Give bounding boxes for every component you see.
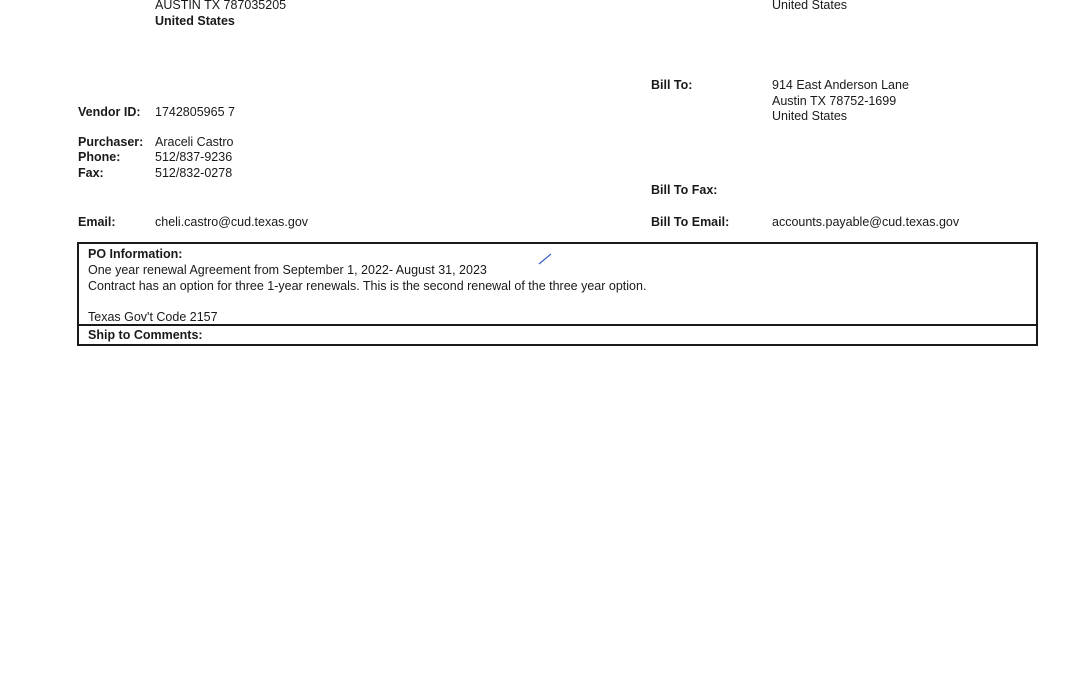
vendor-id-label: Vendor ID: bbox=[78, 105, 141, 119]
pen-check-mark-icon bbox=[538, 252, 552, 266]
purchaser-label: Purchaser: bbox=[78, 135, 144, 149]
fax-label: Fax: bbox=[78, 166, 104, 180]
ship-to-comments-label: Ship to Comments: bbox=[88, 328, 203, 342]
bill-to-label: Bill To: bbox=[651, 78, 693, 92]
fax-value: 512/832-0278 bbox=[155, 166, 233, 180]
po-information-box bbox=[77, 242, 1038, 346]
bill-to-line2: Austin TX 78752-1699 bbox=[772, 94, 897, 108]
purchaser-value: Araceli Castro bbox=[155, 135, 234, 149]
ship-to-country: United States bbox=[772, 0, 848, 12]
po-information-heading: PO Information: bbox=[88, 247, 183, 261]
email-value: cheli.castro@cud.texas.gov bbox=[155, 215, 309, 229]
vendor-id-value: 1742805965 7 bbox=[155, 105, 235, 119]
vendor-city-line: AUSTIN TX 787035205 bbox=[155, 0, 287, 12]
bill-to-email-label: Bill To Email: bbox=[651, 215, 730, 229]
vendor-country: United States bbox=[155, 14, 235, 28]
po-gov-code-line: Texas Gov't Code 2157 bbox=[88, 310, 218, 324]
phone-value: 512/837-9236 bbox=[155, 150, 233, 164]
po-contract-option-line: Contract has an option for three 1-year renewals. This is the second renewal of the three year option. bbox=[88, 279, 647, 293]
email-label: Email: bbox=[78, 215, 116, 229]
po-renewal-line: One year renewal Agreement from September 1, 2022- August 31, 2023 bbox=[88, 263, 487, 277]
bill-to-fax-label: Bill To Fax: bbox=[651, 183, 718, 197]
phone-label: Phone: bbox=[78, 150, 121, 164]
box-divider bbox=[79, 324, 1036, 326]
bill-to-line1: 914 East Anderson Lane bbox=[772, 78, 909, 92]
bill-to-email-value: accounts.payable@cud.texas.gov bbox=[772, 215, 960, 229]
bill-to-line3: United States bbox=[772, 109, 848, 123]
